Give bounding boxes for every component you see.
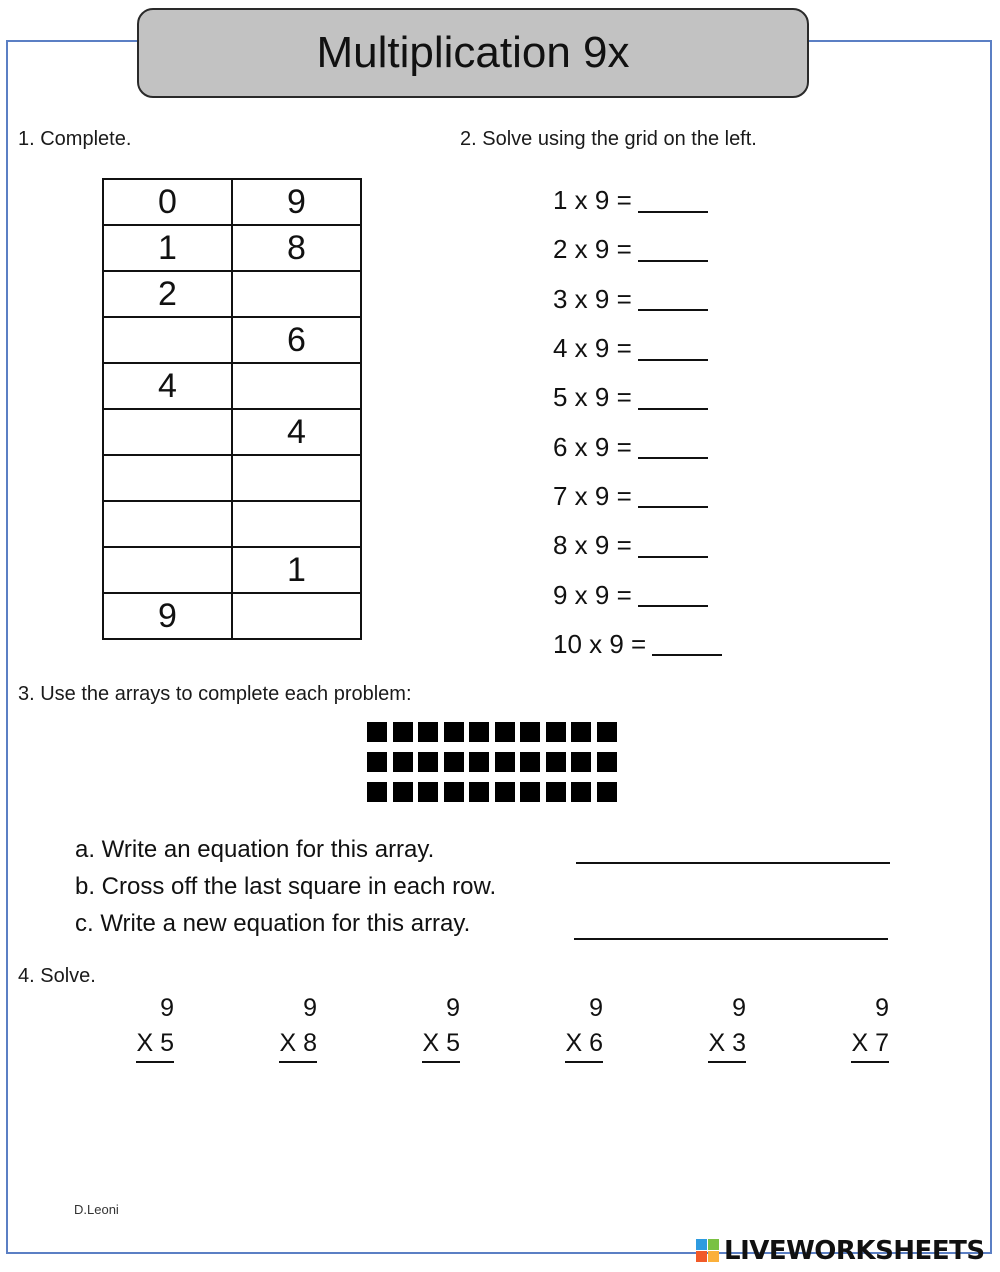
grid-cell: 8 bbox=[232, 225, 361, 271]
fact-text: 9 x 9 = bbox=[553, 579, 632, 610]
fact-text: 3 x 9 = bbox=[553, 283, 632, 314]
array-square bbox=[444, 782, 464, 802]
problem-multiplier: X 3 bbox=[708, 1025, 746, 1063]
vertical-problem bbox=[543, 991, 603, 1063]
grid-row bbox=[103, 179, 361, 225]
array-square bbox=[444, 722, 464, 742]
instruction-a: a. Write an equation for this array. bbox=[75, 836, 435, 863]
array-square bbox=[597, 782, 617, 802]
grid-cell[interactable] bbox=[103, 501, 232, 547]
problem-multiplier: X 7 bbox=[851, 1025, 889, 1063]
logo-square bbox=[708, 1239, 719, 1250]
array-square bbox=[520, 782, 540, 802]
fact-text: 6 x 9 = bbox=[553, 431, 632, 462]
brand-mark bbox=[696, 1236, 985, 1266]
array-square bbox=[546, 782, 566, 802]
grid-cell: 1 bbox=[103, 225, 232, 271]
brand-name: LIVEWORKSHEETS bbox=[724, 1236, 985, 1266]
author-credit: D.Leoni bbox=[74, 1202, 119, 1217]
array-square bbox=[495, 722, 515, 742]
fact-row bbox=[553, 422, 722, 471]
fact-answer-blank[interactable] bbox=[638, 583, 708, 607]
section4-heading: 4. Solve. bbox=[18, 965, 96, 987]
grid-cell: 4 bbox=[103, 363, 232, 409]
array-square bbox=[393, 722, 413, 742]
grid-row bbox=[103, 225, 361, 271]
grid-row bbox=[103, 547, 361, 593]
section2-heading: 2. Solve using the grid on the left. bbox=[460, 128, 757, 150]
title-banner bbox=[137, 8, 809, 98]
grid-cell[interactable] bbox=[232, 501, 361, 547]
problem-multiplicand: 9 bbox=[303, 994, 317, 1022]
fact-row bbox=[553, 373, 722, 422]
array-square bbox=[367, 782, 387, 802]
fact-row bbox=[553, 620, 722, 669]
array-square bbox=[469, 722, 489, 742]
grid-cell[interactable] bbox=[232, 271, 361, 317]
grid-row bbox=[103, 455, 361, 501]
problem-multiplicand: 9 bbox=[732, 994, 746, 1022]
fact-text: 2 x 9 = bbox=[553, 234, 632, 265]
number-grid bbox=[102, 178, 362, 640]
grid-row bbox=[103, 501, 361, 547]
logo-square bbox=[708, 1251, 719, 1262]
grid-row bbox=[103, 409, 361, 455]
array-square bbox=[393, 782, 413, 802]
grid-cell: 9 bbox=[232, 179, 361, 225]
grid-cell: 1 bbox=[232, 547, 361, 593]
fact-row bbox=[553, 176, 722, 225]
array-square bbox=[571, 782, 591, 802]
array-square bbox=[546, 722, 566, 742]
fact-text: 5 x 9 = bbox=[553, 382, 632, 413]
array-row bbox=[367, 722, 622, 752]
array-square bbox=[418, 782, 438, 802]
problem-multiplier: X 6 bbox=[565, 1025, 603, 1063]
vertical-problem bbox=[829, 991, 889, 1063]
vertical-problem bbox=[257, 991, 317, 1063]
fact-row bbox=[553, 570, 722, 619]
grid-cell: 9 bbox=[103, 593, 232, 639]
instruction-c: c. Write a new equation for this array. bbox=[75, 910, 471, 937]
array-square bbox=[546, 752, 566, 772]
equation-answer-line-c[interactable] bbox=[574, 938, 888, 940]
grid-cell[interactable] bbox=[103, 455, 232, 501]
problem-multiplicand: 9 bbox=[160, 994, 174, 1022]
section3-heading: 3. Use the arrays to complete each problem: bbox=[18, 683, 412, 705]
fact-answer-blank[interactable] bbox=[638, 435, 708, 459]
vertical-problem bbox=[686, 991, 746, 1063]
array-square bbox=[520, 722, 540, 742]
array-square bbox=[418, 722, 438, 742]
fact-answer-blank[interactable] bbox=[638, 484, 708, 508]
grid-cell[interactable] bbox=[232, 593, 361, 639]
array-square bbox=[571, 722, 591, 742]
grid-cell: 4 bbox=[232, 409, 361, 455]
liveworksheets-logo-icon bbox=[696, 1239, 720, 1263]
array-square bbox=[367, 722, 387, 742]
page-title: Multiplication 9x bbox=[316, 28, 630, 77]
fact-row bbox=[553, 472, 722, 521]
grid-cell[interactable] bbox=[232, 363, 361, 409]
fact-row bbox=[553, 225, 722, 274]
fact-text: 8 x 9 = bbox=[553, 530, 632, 561]
fact-text: 1 x 9 = bbox=[553, 185, 632, 216]
grid-cell[interactable] bbox=[103, 409, 232, 455]
fact-answer-blank[interactable] bbox=[652, 632, 722, 656]
grid-cell[interactable] bbox=[103, 317, 232, 363]
fact-answer-blank[interactable] bbox=[638, 238, 708, 262]
fact-answer-blank[interactable] bbox=[638, 386, 708, 410]
instruction-b: b. Cross off the last square in each row. bbox=[75, 873, 497, 900]
fact-answer-blank[interactable] bbox=[638, 337, 708, 361]
grid-cell: 6 bbox=[232, 317, 361, 363]
problem-multiplier: X 8 bbox=[279, 1025, 317, 1063]
equation-answer-line-a[interactable] bbox=[576, 862, 890, 864]
logo-square bbox=[696, 1239, 707, 1250]
array-square bbox=[444, 752, 464, 772]
array-square bbox=[571, 752, 591, 772]
grid-cell[interactable] bbox=[232, 455, 361, 501]
section1-heading: 1. Complete. bbox=[18, 128, 132, 150]
problem-multiplier: X 5 bbox=[136, 1025, 174, 1063]
fact-answer-blank[interactable] bbox=[638, 189, 708, 213]
array-square bbox=[393, 752, 413, 772]
fact-answer-blank[interactable] bbox=[638, 287, 708, 311]
fact-row bbox=[553, 275, 722, 324]
grid-row bbox=[103, 317, 361, 363]
array-square bbox=[520, 752, 540, 772]
problem-multiplicand: 9 bbox=[589, 994, 603, 1022]
array-square bbox=[469, 782, 489, 802]
array-row bbox=[367, 752, 622, 782]
square-array bbox=[367, 722, 622, 812]
grid-cell[interactable] bbox=[103, 547, 232, 593]
fact-answer-blank[interactable] bbox=[638, 534, 708, 558]
logo-square bbox=[696, 1251, 707, 1262]
array-square bbox=[597, 752, 617, 772]
grid-cell: 2 bbox=[103, 271, 232, 317]
grid-row bbox=[103, 593, 361, 639]
grid-row bbox=[103, 271, 361, 317]
problem-multiplier: X 5 bbox=[422, 1025, 460, 1063]
array-square bbox=[495, 752, 515, 772]
problem-multiplicand: 9 bbox=[875, 994, 889, 1022]
array-square bbox=[418, 752, 438, 772]
array-square bbox=[469, 752, 489, 772]
fact-text: 4 x 9 = bbox=[553, 333, 632, 364]
fact-row bbox=[553, 324, 722, 373]
grid-row bbox=[103, 363, 361, 409]
multiplication-facts bbox=[553, 176, 722, 669]
grid-cell: 0 bbox=[103, 179, 232, 225]
array-square bbox=[367, 752, 387, 772]
fact-text: 7 x 9 = bbox=[553, 480, 632, 511]
fact-text: 10 x 9 = bbox=[553, 628, 647, 659]
fact-row bbox=[553, 521, 722, 570]
array-row bbox=[367, 782, 622, 812]
array-square bbox=[597, 722, 617, 742]
problem-multiplicand: 9 bbox=[446, 994, 460, 1022]
array-square bbox=[495, 782, 515, 802]
vertical-problem bbox=[114, 991, 174, 1063]
vertical-problem bbox=[400, 991, 460, 1063]
